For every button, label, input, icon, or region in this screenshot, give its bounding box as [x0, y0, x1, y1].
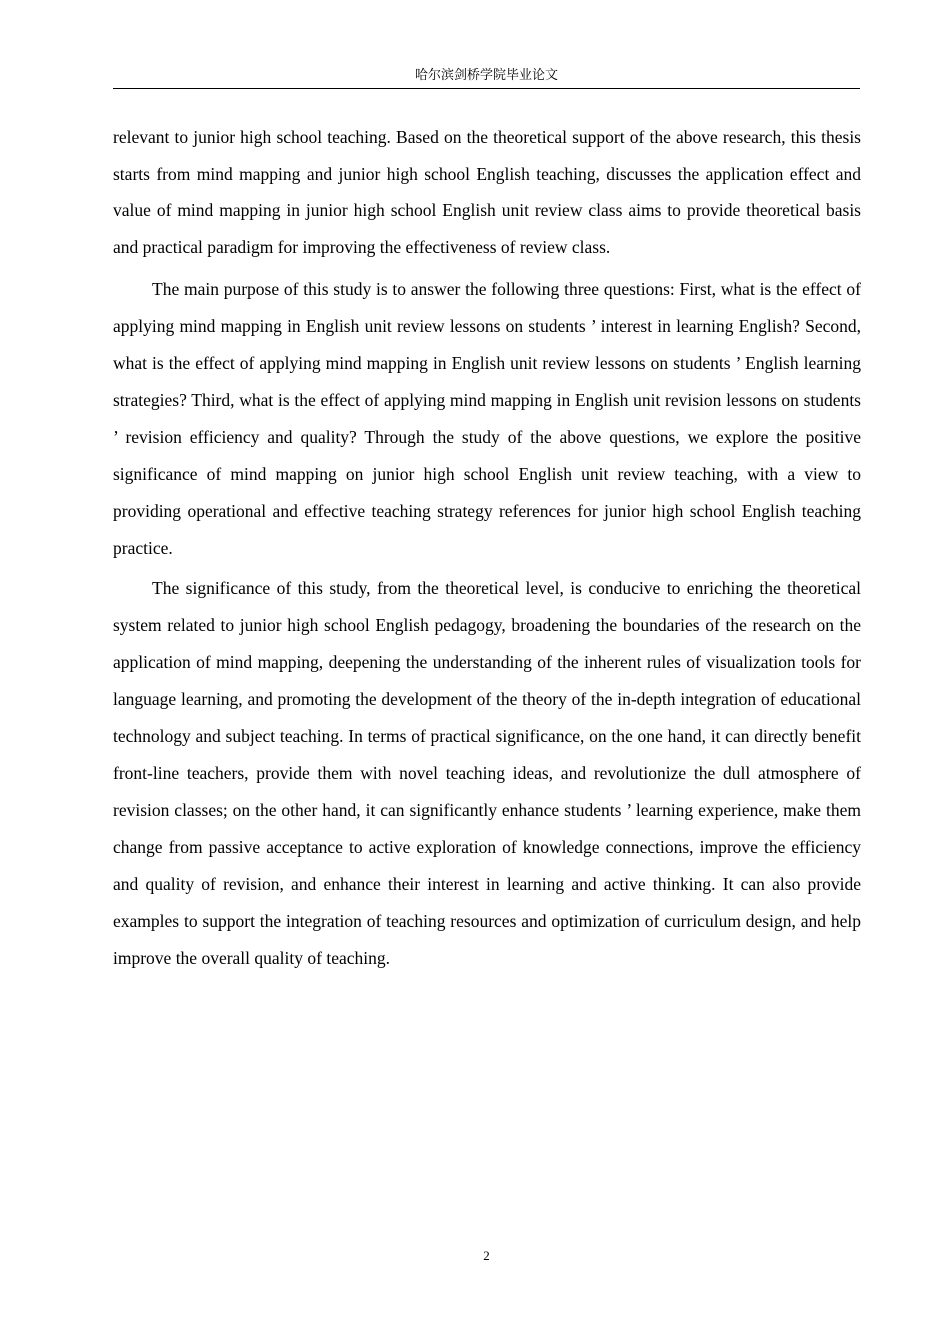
body-text	[113, 119, 861, 980]
paragraph-continuation: relevant to junior high school teaching. Based on the theoretical support of the above research, this thesis starts from mind mapping and junior high school English teaching, discusses the application effect and value of mind mapping in junior high school English unit review class aims to provide theoretical basis and practical paradigm for improving the effectiveness of review class.	[113, 127, 861, 257]
page-number: 2	[483, 1248, 490, 1263]
running-header: 哈尔滨剑桥学院毕业论文	[414, 68, 558, 83]
paragraph-significance: The significance of this study, from the theoretical level, is conducive to enriching the theoretical system related to junior high school English pedagogy, broadening the boundaries of the research on the application of mind mapping, deepening the understanding of the inherent rules of visualization tools for language learning, and promoting the development of the theory of the in-depth integration of educational technology and subject teaching. In terms of practical significance, on the one hand, it can directly benefit front-line teachers, provide them with novel teaching ideas, and revolutionize the dull atmosphere of revision classes; on the other hand, it can significantly enhance students ’ learning experience, make them change from passive acceptance to active exploration of knowledge connections, improve the efficiency and quality of revision, and enhance their interest in learning and active thinking. It can also provide examples to support the integration of teaching resources and optimization of curriculum design, and help improve the overall quality of teaching.	[113, 578, 861, 968]
paragraph-research-questions: The main purpose of this study is to answer the following three questions: First, what is the effect of applying mind mapping in English unit review lessons on students ’ interest in learning English? Second, what is the effect of applying mind mapping in English unit review lessons on students ’ English learning strategies? Third, what is the effect of applying mind mapping in English unit revision lessons on students ’ revision efficiency and quality? Through the study of the above questions, we explore the positive significance of mind mapping on junior high school English unit review teaching, with a view to providing operational and effective teaching strategy references for junior high school English teaching practice.	[113, 279, 861, 558]
header-rule	[113, 88, 860, 89]
